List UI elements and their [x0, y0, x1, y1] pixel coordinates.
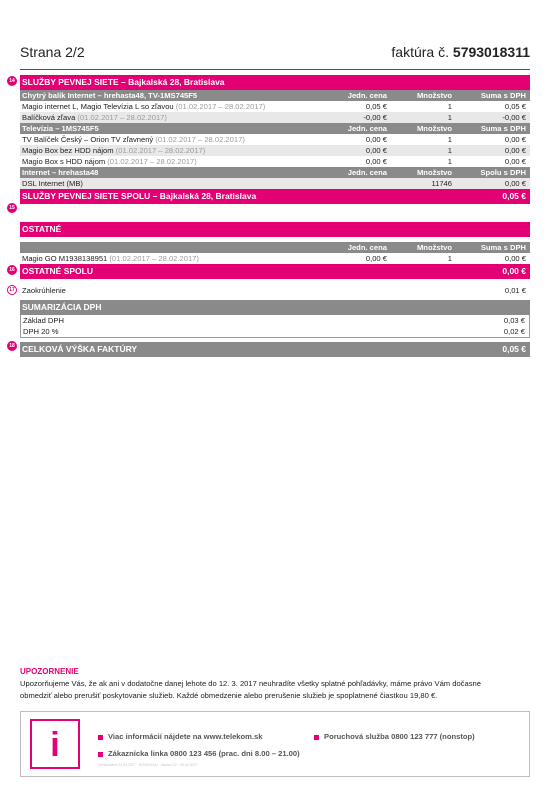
table-row — [20, 145, 530, 156]
section-total-value: 0,00 € — [502, 266, 526, 276]
info-glyph: i — [50, 726, 60, 764]
col-sum: Suma s DPH — [480, 91, 526, 100]
group-header-row — [20, 167, 530, 178]
table-row — [21, 315, 529, 326]
section-total-label: OSTATNÉ SPOLU — [22, 266, 93, 276]
col-sum: Suma s DPH — [480, 124, 526, 133]
section-title: OSTATNÉ — [22, 224, 62, 234]
item-sum: 0,05 € — [504, 102, 526, 111]
table-row — [20, 178, 530, 189]
item-unit-price: 0,00 € — [365, 146, 387, 155]
item-sum: 0,00 € — [504, 157, 526, 166]
section-total-label: SLUŽBY PEVNEJ SIETE SPOLU – Bajkalská 28, Bratislava — [22, 191, 257, 201]
item-quantity: 1 — [447, 254, 452, 263]
table-row — [20, 112, 530, 123]
table-row — [20, 134, 530, 145]
item-period: (01.02.2017 – 28.02.2017) — [155, 135, 245, 144]
grand-total-label: CELKOVÁ VÝŠKA FAKTÚRY — [22, 344, 138, 354]
item-desc: Magio Box s HDD nájom — [22, 157, 106, 166]
group-header-row — [20, 90, 530, 101]
col-unit-price: Jedn. cena — [347, 124, 387, 133]
table-row — [20, 253, 530, 264]
rounding-value: 0,01 € — [504, 286, 526, 295]
hotline-text: Zákaznícka linka 0800 123 456 (prac. dni 8.00 – 21.00) — [108, 749, 300, 758]
bullet-icon — [98, 735, 103, 740]
group-header-row — [20, 242, 530, 253]
rounding-row — [20, 285, 530, 296]
web-info — [98, 732, 262, 741]
grand-total-value: 0,05 € — [502, 344, 526, 354]
invoice-number-block — [391, 44, 530, 60]
marker-17: 17 — [7, 285, 17, 295]
item-sum: 0,00 € — [504, 179, 526, 188]
item-sum: 0,00 € — [504, 135, 526, 144]
item-period: (01.02.2017 – 28.02.2017) — [115, 146, 206, 155]
item-desc: Magio GO M1938138951 — [22, 254, 108, 263]
item-quantity: 1 — [447, 113, 452, 122]
fault-service-info — [314, 732, 475, 741]
invoice-label: faktúra č. — [391, 44, 450, 60]
bullet-icon — [314, 735, 319, 740]
vat-amount-value: 0,02 € — [503, 327, 525, 336]
item-unit-price: 0,00 € — [365, 254, 387, 263]
vat-title: SUMARIZÁCIA DPH — [22, 302, 102, 312]
section-total-value: 0,05 € — [502, 191, 526, 201]
invoice-number: 5793018311 — [452, 44, 530, 60]
bullet-icon — [98, 752, 103, 757]
item-unit-price: 0,05 € — [365, 102, 387, 111]
item-unit-price: 0,00 € — [365, 135, 387, 144]
col-sum: Spolu s DPH — [480, 168, 526, 177]
marker-15: 15 — [7, 203, 17, 213]
marker-16: 16 — [7, 265, 17, 275]
header-divider — [20, 69, 530, 70]
vat-title-row — [20, 300, 530, 315]
item-quantity: 1 — [447, 146, 452, 155]
item-desc: Balíčková zľava — [22, 113, 76, 122]
payment-notice — [20, 667, 535, 702]
item-sum: -0,00 € — [502, 113, 526, 122]
page-number: Strana 2/2 — [20, 44, 85, 60]
other-services-section — [20, 222, 530, 279]
marker-14: 14 — [7, 76, 17, 86]
table-row — [20, 156, 530, 167]
info-icon — [30, 719, 80, 769]
item-quantity: 1 — [447, 157, 452, 166]
vat-base-value: 0,03 € — [503, 316, 525, 325]
group-header-row — [20, 123, 530, 134]
vat-rows — [20, 315, 530, 338]
footer-small-print: Generované 03.03.2017 · 5793018311 · strana 2/2 · 28.02.2017 — [98, 763, 198, 767]
col-quantity: Množstvo — [416, 168, 452, 177]
group-name: Televízia – 1MS745F5 — [22, 124, 99, 133]
marker-18: 18 — [7, 341, 17, 351]
col-quantity: Množstvo — [416, 91, 452, 100]
group-name: Internet – hrehasta48 — [22, 168, 99, 177]
item-sum: 0,00 € — [504, 146, 526, 155]
item-period: (01.02.2017 – 28.02.2017) — [109, 254, 199, 263]
item-unit-price: 0,00 € — [365, 157, 387, 166]
notice-title: UPOZORNENIE — [20, 667, 79, 676]
vat-summary-section — [20, 300, 530, 357]
notice-line-1: Upozorňujeme Vás, že ak ani v dodatočne danej lehote do 12. 3. 2017 neuhradíte všetky splatné pohľadávky, máme právo Vám dočasne — [20, 679, 481, 688]
col-quantity: Množstvo — [416, 124, 452, 133]
contact-footer — [20, 711, 530, 777]
vat-base-label: Základ DPH — [23, 316, 64, 325]
notice-line-2: obmedziť alebo prerušiť poskytovanie služieb. Každé obmedzenie alebo prerušenie služieb je spoplatnené čiastkou 19,80 €. — [20, 691, 438, 700]
section-total-row — [20, 264, 530, 279]
page-header — [20, 44, 530, 64]
item-desc: Magio internet L, Magio Televízia L so zľavou — [22, 102, 174, 111]
section-title-row — [20, 222, 530, 237]
table-row — [20, 101, 530, 112]
item-sum: 0,00 € — [504, 254, 526, 263]
table-row — [21, 326, 529, 337]
item-desc: DSL Internet (MB) — [22, 179, 83, 188]
item-desc: TV Balíček Český – Orion TV zľavnený — [22, 135, 154, 144]
fault-service-text: Poruchová služba 0800 123 777 (nonstop) — [324, 732, 475, 741]
item-unit-price: -0,00 € — [363, 113, 387, 122]
fixed-network-services-section — [20, 75, 530, 204]
vat-amount-label: DPH 20 % — [23, 327, 59, 336]
item-quantity: 1 — [447, 135, 452, 144]
grand-total-row — [20, 342, 530, 357]
section-total-row — [20, 189, 530, 204]
section-title-row — [20, 75, 530, 90]
col-unit-price: Jedn. cena — [347, 91, 387, 100]
item-quantity: 11746 — [431, 179, 452, 188]
item-period: (01.02.2017 – 28.02.2017) — [107, 157, 197, 166]
col-sum: Suma s DPH — [480, 243, 526, 252]
col-unit-price: Jedn. cena — [347, 243, 387, 252]
hotline-info — [98, 749, 300, 758]
rounding-label: Zaokrúhlenie — [22, 286, 66, 295]
group-name: Chytrý balík Internet – hrehasta48, TV-1MS745F5 — [22, 91, 198, 100]
col-quantity: Množstvo — [416, 243, 452, 252]
section-title: SLUŽBY PEVNEJ SIETE – Bajkalská 28, Bratislava — [22, 77, 225, 87]
item-quantity: 1 — [447, 102, 452, 111]
col-unit-price: Jedn. cena — [347, 168, 387, 177]
item-period: (01.02.2017 – 28.02.2017) — [175, 102, 266, 111]
item-desc: Magio Box bez HDD nájom — [22, 146, 114, 155]
web-info-text[interactable]: Viac informácií nájdete na www.telekom.sk — [108, 732, 263, 741]
item-period: (01.02.2017 – 28.02.2017) — [77, 113, 167, 122]
